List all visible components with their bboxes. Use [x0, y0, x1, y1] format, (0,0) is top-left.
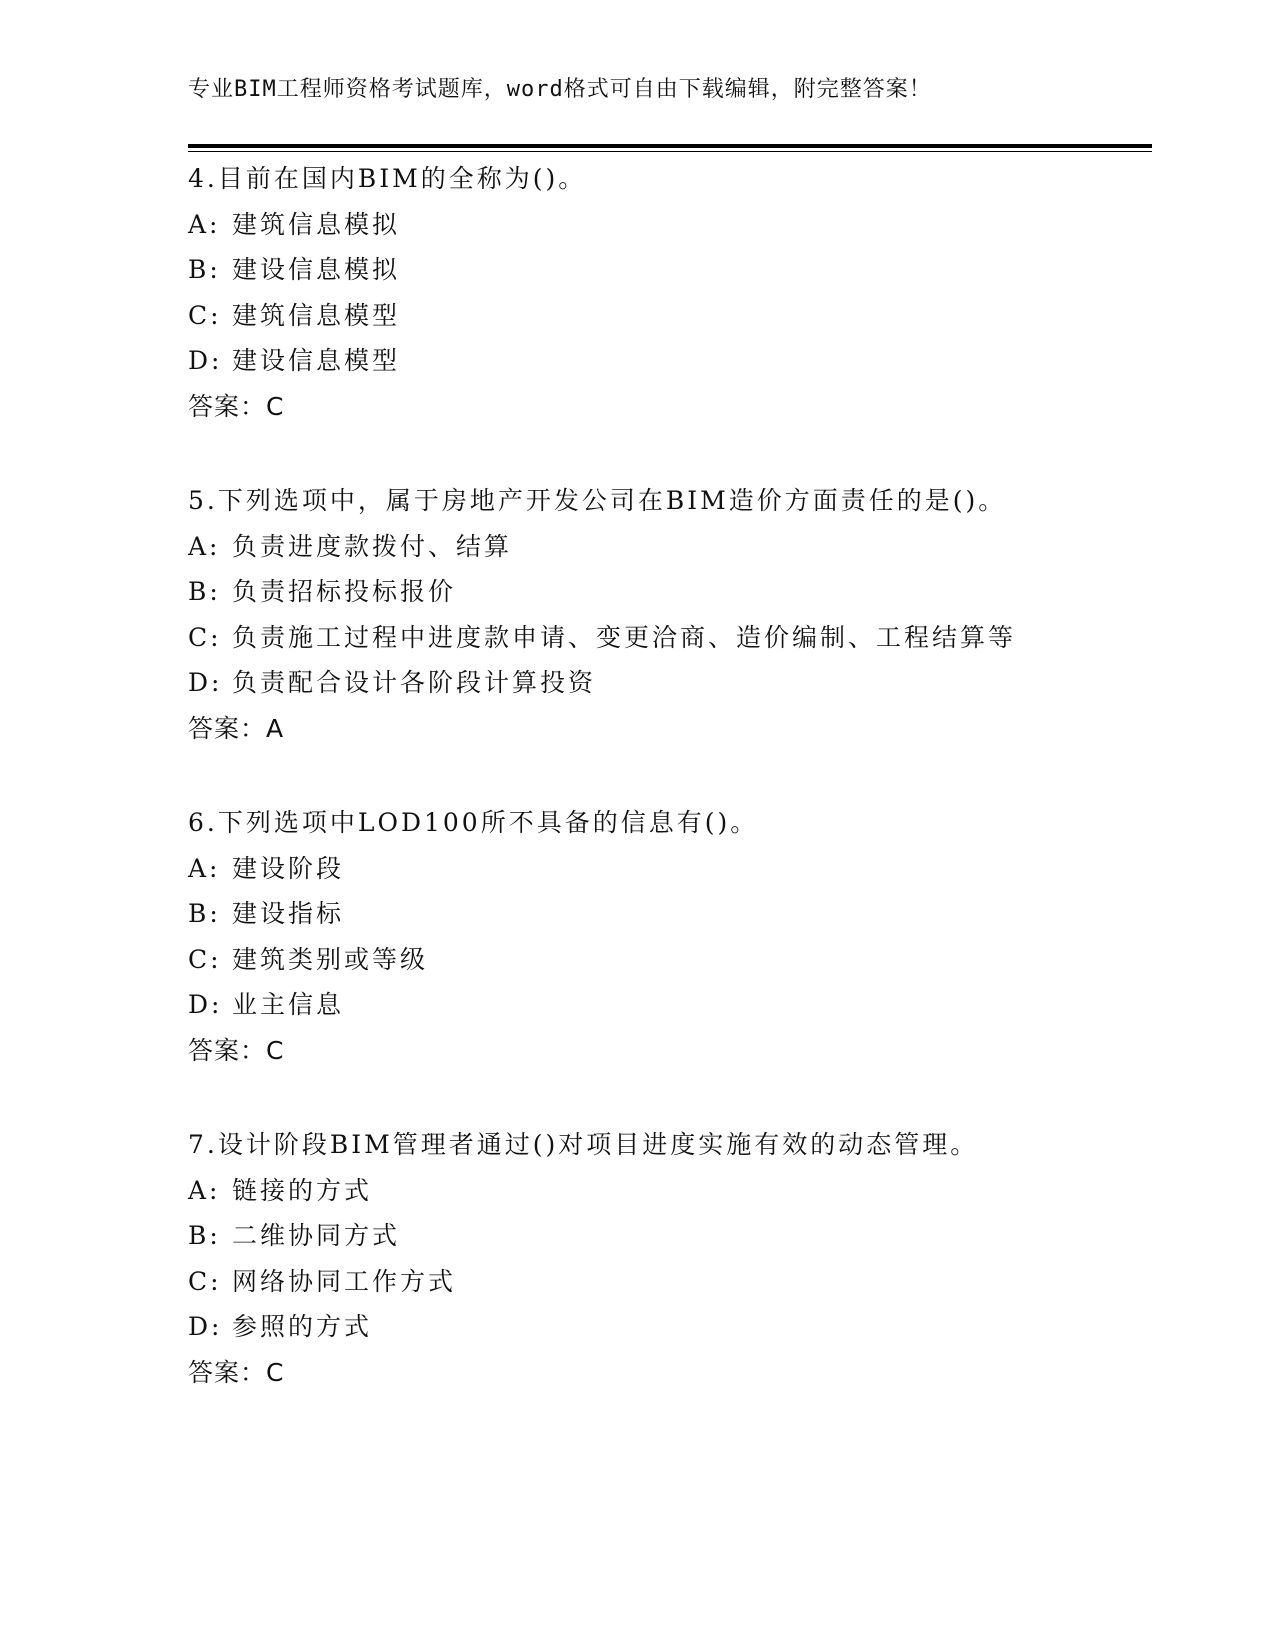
- question-list: [188, 156, 1152, 1395]
- option-d: [188, 660, 1152, 706]
- option-a: [188, 202, 1152, 248]
- question-stem: 6.下列选项中LOD100所不具备的信息有()。: [188, 808, 759, 837]
- option-letter: A:: [188, 531, 221, 561]
- option-c: [188, 1259, 1152, 1305]
- option-text: 建筑类别或等级: [232, 944, 429, 974]
- option-letter: D:: [188, 990, 223, 1019]
- option-text: 参照的方式: [232, 1312, 373, 1341]
- option-letter: B:: [188, 255, 221, 284]
- option-letter: D:: [188, 346, 223, 375]
- option-b: [188, 569, 1152, 615]
- option-a: [188, 524, 1152, 570]
- option-text: 链接的方式: [232, 1175, 373, 1205]
- option-text: 建设信息模拟: [232, 255, 401, 284]
- option-text: 建筑信息模型: [232, 300, 401, 330]
- question-6: [188, 800, 1152, 1073]
- answer-line: 答案：A: [188, 713, 285, 743]
- question-stem: 4.目前在国内BIM的全称为()。: [188, 164, 587, 193]
- page-header: 专业BIM工程师资格考试题库，word格式可自由下载编辑，附完整答案！: [188, 77, 932, 102]
- option-text: 业主信息: [232, 990, 345, 1019]
- option-b: [188, 1213, 1152, 1259]
- question-stem: 5.下列选项中，属于房地产开发公司在BIM造价方面责任的是()。: [188, 486, 1007, 515]
- question-7: [188, 1122, 1152, 1395]
- option-text: 建设阶段: [232, 853, 345, 883]
- answer-line: 答案：C: [188, 1035, 285, 1065]
- answer-line: 答案：C: [188, 1357, 285, 1387]
- option-text: 负责施工过程中进度款申请、变更洽商、造价编制、工程结算等: [232, 622, 1017, 652]
- header-divider-thin: [188, 151, 1152, 152]
- option-letter: D:: [188, 668, 223, 697]
- question-5: [188, 478, 1152, 751]
- option-text: 建筑信息模拟: [232, 209, 401, 239]
- option-text: 建设指标: [232, 899, 345, 928]
- option-letter: C:: [188, 944, 222, 974]
- option-letter: C:: [188, 622, 222, 652]
- question-4: [188, 156, 1152, 429]
- option-text: 负责招标投标报价: [232, 577, 457, 606]
- option-c: [188, 615, 1152, 661]
- question-stem: 7.设计阶段BIM管理者通过()对项目进度实施有效的动态管理。: [188, 1130, 979, 1159]
- option-letter: A:: [188, 1175, 221, 1205]
- option-text: 负责进度款拨付、结算: [232, 531, 513, 561]
- option-letter: B:: [188, 899, 221, 928]
- option-letter: D:: [188, 1312, 223, 1341]
- option-c: [188, 937, 1152, 983]
- option-a: [188, 846, 1152, 892]
- answer-line: 答案：C: [188, 391, 285, 421]
- option-a: [188, 1168, 1152, 1214]
- option-letter: B:: [188, 1221, 221, 1250]
- option-text: 建设信息模型: [232, 346, 401, 375]
- header-divider-thick: [188, 144, 1152, 148]
- option-letter: C:: [188, 300, 222, 330]
- option-c: [188, 293, 1152, 339]
- option-d: [188, 1304, 1152, 1350]
- option-text: 二维协同方式: [232, 1221, 401, 1250]
- option-d: [188, 338, 1152, 384]
- option-text: 网络协同工作方式: [232, 1266, 457, 1296]
- option-letter: C:: [188, 1266, 222, 1296]
- option-d: [188, 982, 1152, 1028]
- option-letter: A:: [188, 853, 221, 883]
- option-b: [188, 247, 1152, 293]
- option-letter: B:: [188, 577, 221, 606]
- option-letter: A:: [188, 209, 221, 239]
- option-text: 负责配合设计各阶段计算投资: [232, 668, 597, 697]
- option-b: [188, 891, 1152, 937]
